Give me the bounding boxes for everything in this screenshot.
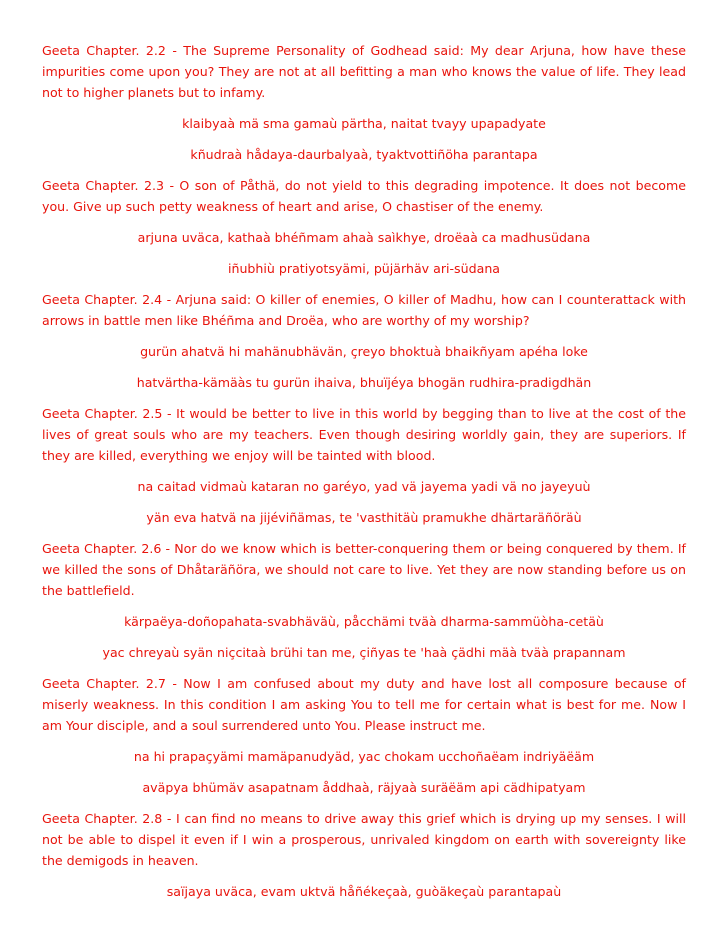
- translation-paragraph: Geeta Chapter. 2.5 - It would be better to live in this world by begging than to live at the cost of the lives of great souls who are my teachers. Even though desiring worldly gain, they are superiors. If they are killed, everything we enjoy will be tainted with blood.: [42, 406, 686, 463]
- translation-paragraph: Geeta Chapter. 2.8 - I can find no means to drive away this grief which is drying up my senses. I will not be able to dispel it even if I win a prosperous, unrivaled kingdom on earth with sovereignty like the demigods in heaven.: [42, 811, 686, 868]
- sanskrit-verse-line: klaibyaà mä sma gamaù pärtha, naitat tvayy upapadyate: [182, 116, 546, 131]
- translation-paragraph: Geeta Chapter. 2.6 - Nor do we know which is better-conquering them or being conquered by them. If we killed the sons of Dhåtaräñöra, we should not care to live. Yet they are now standing before us on the battlefield.: [42, 541, 686, 598]
- sanskrit-verse-line: hatvärtha-kämäàs tu gurün ihaiva, bhuïjéya bhogän rudhira-pradigdhän: [136, 375, 592, 390]
- sanskrit-verse-line: kärpaëya-doñopahata-svabhäväù, påcchämi tväà dharma-sammüòha-cetäù: [124, 614, 604, 629]
- sanskrit-verse-line: gurün ahatvä hi mahänubhävän, çreyo bhoktuà bhaikñyam apéha loke: [140, 344, 588, 359]
- sanskrit-verse-line: na caitad vidmaù kataran no garéyo, yad vä jayema yadi vä no jayeyuù: [137, 479, 591, 494]
- sanskrit-verse-line: arjuna uväca, kathaà bhéñmam ahaà saìkhye, droëaà ca madhusüdana: [137, 230, 591, 245]
- translation-paragraph: Geeta Chapter. 2.4 - Arjuna said: O killer of enemies, O killer of Madhu, how can I counterattack with arrows in battle men like Bhéñma and Droëa, who are worthy of my worship?: [42, 292, 686, 328]
- sanskrit-verse-line: aväpya bhümäv asapatnam åddhaà, räjyaà suräëäm api cädhipatyam: [142, 780, 586, 795]
- sanskrit-verse-line: yän eva hatvä na jijéviñämas, te 'vasthitäù pramukhe dhärtaräñöräù: [146, 510, 582, 525]
- sanskrit-verse-line: kñudraà hådaya-daurbalyaà, tyaktvottiñöha parantapa: [190, 147, 538, 162]
- sanskrit-verse-line: iñubhiù pratiyotsyämi, püjärhäv ari-südana: [227, 261, 501, 276]
- sanskrit-verse-line: yac chreyaù syän niçcitaà brühi tan me, çiñyas te 'haà çädhi mäà tväà prapannam: [102, 645, 626, 660]
- sanskrit-verse-line: saïjaya uväca, evam uktvä håñékeçaà, guòäkeçaù parantapaù: [166, 884, 562, 899]
- translation-paragraph: Geeta Chapter. 2.2 - The Supreme Personality of Godhead said: My dear Arjuna, how have these impurities come upon you? They are not at all befitting a man who knows the value of life. They lead not to higher planets but to infamy.: [42, 43, 686, 100]
- sanskrit-verse-line: na hi prapaçyämi mamäpanudyäd, yac chokam ucchoñaëam indriyäëäm: [133, 749, 595, 764]
- translation-paragraph: Geeta Chapter. 2.7 - Now I am confused about my duty and have lost all composure because of miserly weakness. In this condition I am asking You to tell me for certain what is best for me. Now I am Your disciple, and a soul surrendered unto You. Please instruct me.: [42, 676, 686, 733]
- document-page: [42, 40, 686, 912]
- translation-paragraph: Geeta Chapter. 2.3 - O son of Påthä, do not yield to this degrading impotence. It does not become you. Give up such petty weakness of heart and arise, O chastiser of the enemy.: [42, 178, 686, 214]
